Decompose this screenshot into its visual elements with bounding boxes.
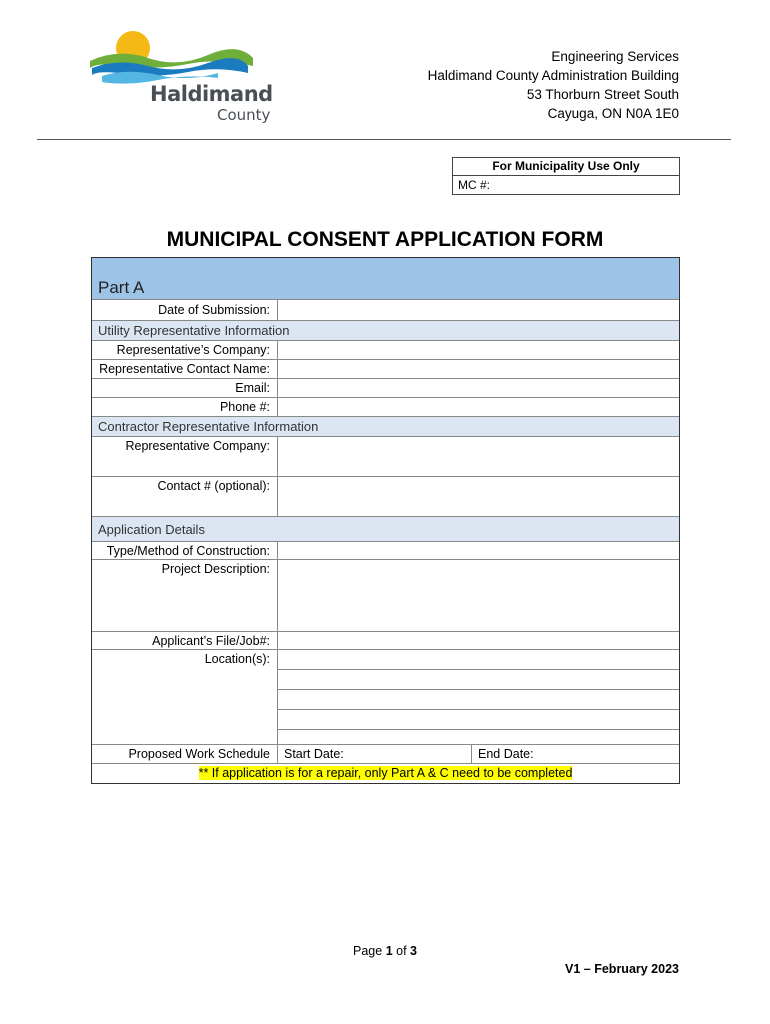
page-title: MUNICIPAL CONSENT APPLICATION FORM <box>166 228 604 251</box>
location-field[interactable] <box>278 710 679 730</box>
locations-label: Location(s): <box>92 650 278 744</box>
form-row-note <box>92 764 679 783</box>
form-row-type-method <box>92 542 679 560</box>
file-job-label: Applicant’s File/Job#: <box>92 632 278 649</box>
form-row-locations <box>92 650 679 745</box>
contractor-company-field[interactable] <box>278 437 679 476</box>
page-number <box>0 944 770 958</box>
repair-note-text: ** If application is for a repair, only Part A & C need to be completed <box>198 766 573 780</box>
contact-optional-label: Contact # (optional): <box>92 477 278 516</box>
project-description-field[interactable] <box>278 560 679 631</box>
address-line: Cayuga, ON N0A 1E0 <box>547 106 679 121</box>
type-method-label: Type/Method of Construction: <box>92 542 278 559</box>
page-total: 3 <box>410 944 417 958</box>
representative-company-label: Representative’s Company: <box>92 341 278 359</box>
start-date-label: Start Date: <box>284 747 344 761</box>
phone-label: Phone #: <box>92 398 278 416</box>
end-date-label: End Date: <box>478 747 534 761</box>
form-row-date <box>92 300 679 321</box>
header-divider <box>37 139 731 140</box>
form-row-email <box>92 379 679 398</box>
utility-representative-section: Utility Representative Information <box>92 321 679 341</box>
logo-text-haldimand: Haldimand <box>150 82 273 106</box>
form-row-project-description <box>92 560 679 632</box>
form-row-contact-optional <box>92 477 679 517</box>
location-field[interactable] <box>278 730 679 744</box>
representative-contact-field[interactable] <box>278 360 679 378</box>
date-of-submission-field[interactable] <box>278 300 679 320</box>
repair-note <box>92 764 679 783</box>
address-line: Haldimand County Administration Building <box>427 68 679 83</box>
mc-number-label: MC #: <box>458 178 491 192</box>
form-row-work-schedule <box>92 745 679 764</box>
contractor-representative-section: Contractor Representative Information <box>92 417 679 437</box>
page-of: of <box>392 944 411 958</box>
start-date-field[interactable] <box>278 745 472 763</box>
location-field[interactable] <box>278 670 679 690</box>
form-row-rep-contact <box>92 360 679 379</box>
form-row-contractor-company <box>92 437 679 477</box>
location-field[interactable] <box>278 650 679 670</box>
application-form-table <box>91 257 680 784</box>
contact-optional-field[interactable] <box>278 477 679 516</box>
file-job-field[interactable] <box>278 632 679 649</box>
application-details-section: Application Details <box>92 517 679 542</box>
municipality-use-box <box>452 157 680 195</box>
version-label: V1 – February 2023 <box>565 962 679 976</box>
contractor-company-label: Representative Company: <box>92 437 278 476</box>
phone-field[interactable] <box>278 398 679 416</box>
logo-graphic <box>88 28 278 88</box>
type-method-field[interactable] <box>278 542 679 559</box>
project-description-label: Project Description: <box>92 560 278 631</box>
end-date-field[interactable] <box>472 745 679 763</box>
locations-fields <box>278 650 679 744</box>
page-current: 1 <box>385 944 393 958</box>
email-label: Email: <box>92 379 278 397</box>
representative-company-field[interactable] <box>278 341 679 359</box>
form-row-phone <box>92 398 679 417</box>
address-line: 53 Thorburn Street South <box>526 87 679 102</box>
date-of-submission-label: Date of Submission: <box>92 300 278 320</box>
representative-contact-label: Representative Contact Name: <box>92 360 278 378</box>
address-line: Engineering Services <box>551 49 679 64</box>
location-field[interactable] <box>278 690 679 710</box>
page-prefix: Page <box>353 944 386 958</box>
department-address <box>428 47 679 123</box>
work-schedule-label: Proposed Work Schedule <box>92 745 278 763</box>
mc-number-field[interactable] <box>453 176 679 194</box>
logo-text-county: County <box>217 106 271 124</box>
form-row-rep-company <box>92 341 679 360</box>
email-field[interactable] <box>278 379 679 397</box>
municipality-use-header: For Municipality Use Only <box>453 158 679 176</box>
form-row-file-job <box>92 632 679 650</box>
part-a-header: Part A <box>92 258 679 300</box>
